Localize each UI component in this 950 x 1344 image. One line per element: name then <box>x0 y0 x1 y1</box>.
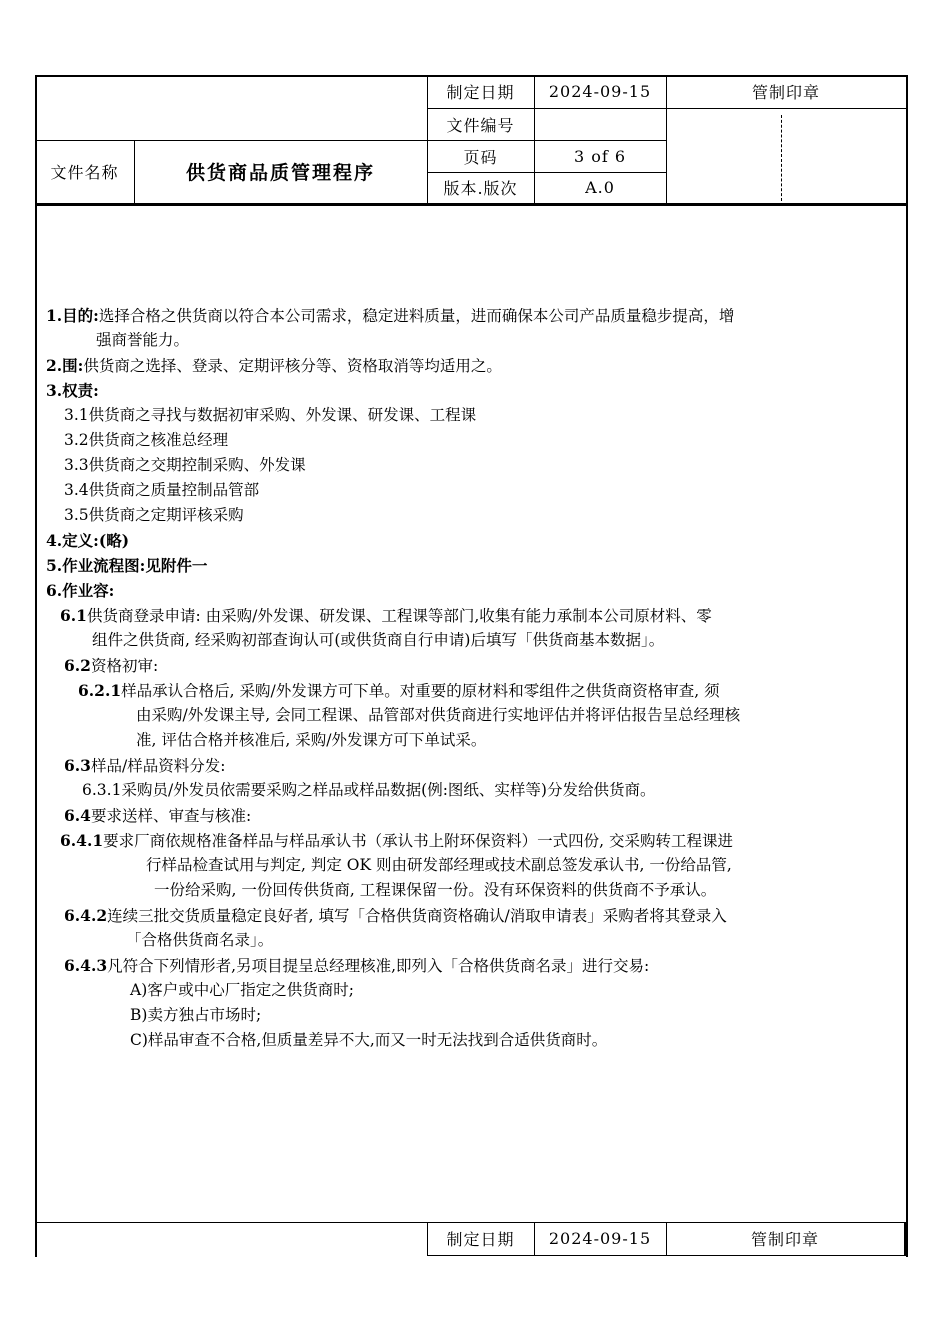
date-label: 制定日期 <box>446 83 515 102</box>
item-6-4-2-cont: 「合格供货商名录」。 <box>126 931 274 949</box>
section-2-text: 供货商之选择、登录、定期评核分等、资格取消等均适用之。 <box>83 357 502 375</box>
section-1-text-cont: 强商誉能力。 <box>96 331 190 349</box>
section-1-text: 选择合格之供货商以符合本公司需求，稳定进料质量，进而确保本公司产品质量稳步提高，增 <box>98 307 735 325</box>
section-2-heading: 2.围: <box>46 356 84 375</box>
stamp-dashed-line <box>781 115 782 201</box>
item-6-3-1: 6.3.1采购员/外发员依需要采购之样品或样品数据(例:图纸、实样等)分发给供货商。 <box>82 781 656 799</box>
section-4-heading: 4.定义:(略) <box>46 531 130 550</box>
list-item: B)卖方独占市场时; <box>130 1006 262 1024</box>
page-label: 页码 <box>463 147 498 167</box>
page-frame <box>35 75 908 1257</box>
doc-no-value <box>534 108 666 140</box>
item-6-2-1: 6.2.1样品承认合格后, 采购/外发课方可下单。对重要的原材料和零组件之供货商资格审查, 须 <box>78 681 720 700</box>
list-item: 3.5供货商之定期评核采购 <box>64 506 244 524</box>
section-2-line <box>46 353 502 379</box>
date-value: 2024-09-15 <box>548 82 652 101</box>
section-6-heading: 6.作业容: <box>46 581 115 600</box>
item-6-1: 6.1供货商登录申请: 由采购/外发课、研发课、工程课等部门,收集有能力承制本公司原材料、零 <box>60 606 712 625</box>
item-6-4: 6.4要求送样、审查与核准: <box>64 806 252 825</box>
footer-date-value: 2024-09-15 <box>548 1229 652 1248</box>
version-label: 版本.版次 <box>443 179 518 198</box>
item-6-4-1-cont: 一份给采购, 一份回传供货商, 工程课保留一份。没有环保资料的供货商不予承认。 <box>154 881 717 899</box>
item-6-1-cont: 组件之供货商, 经采购初部查询认可(或供货商自行申请)后填写「供货商基本数据」。 <box>92 631 665 649</box>
item-6-4-1-cont: 行样品检查试用与判定, 判定 OK 则由研发部经理或技术副总签发承认书, 一份给品管, <box>146 856 732 874</box>
item-6-4-1: 6.4.1要求厂商依规格准备样品与样品承认书（承认书上附环保资料）一式四份, 交采购转工程课进 <box>60 831 734 850</box>
stamp-label: 管制印章 <box>751 83 820 102</box>
list-item: 3.4供货商之质量控制品管部 <box>64 481 260 499</box>
list-item: 3.1供货商之寻找与数据初审采购、外发课、研发课、工程课 <box>64 406 477 424</box>
item-6-4-3: 6.4.3凡符合下列情形者,另项目提呈总经理核准,即列入「合格供货商名录」进行交易: <box>64 956 650 975</box>
item-6-2: 6.2资格初审: <box>64 656 159 675</box>
section-3-heading: 3.权责: <box>46 381 99 400</box>
document-footer <box>35 1222 906 1257</box>
doc-name-label: 文件名称 <box>50 163 119 182</box>
item-6-2-1-cont: 由采购/外发课主导, 会同工程课、品管部对供货商进行实地评估并将评估报告呈总经理核 <box>136 706 741 724</box>
item-6-3: 6.3样品/样品资料分发: <box>64 756 226 775</box>
document-header <box>35 75 906 206</box>
list-item: 3.2供货商之核准总经理 <box>64 431 229 449</box>
version-value: A.0 <box>585 178 615 197</box>
footer-stamp-label: 管制印章 <box>750 1230 819 1249</box>
doc-no-label: 文件编号 <box>446 115 515 135</box>
item-6-4-2: 6.4.2连续三批交货质量稳定良好者, 填写「合格供货商资格确认/消取申请表」采购者将其登录入 <box>64 906 727 925</box>
doc-title: 供货商品质管理程序 <box>185 162 375 184</box>
page-value: 3 of 6 <box>573 146 627 166</box>
header-bottom-rule <box>35 203 906 206</box>
list-item: 3.3供货商之交期控制采购、外发课 <box>64 456 306 474</box>
list-item: A)客户或中心厂指定之供货商时; <box>130 981 354 999</box>
footer-divider <box>904 1222 906 1256</box>
footer-date-label: 制定日期 <box>446 1230 515 1249</box>
section-1-heading: 1.目的: <box>46 306 99 325</box>
section-1-line <box>46 303 734 329</box>
list-item: C)样品审查不合格,但质量差异不大,而又一时无法找到合适供货商时。 <box>130 1031 608 1049</box>
section-5-heading: 5.作业流程图:见附件一 <box>46 556 208 575</box>
item-6-2-1-cont: 准, 评估合格并核准后, 采购/外发课方可下单试采。 <box>136 731 487 749</box>
